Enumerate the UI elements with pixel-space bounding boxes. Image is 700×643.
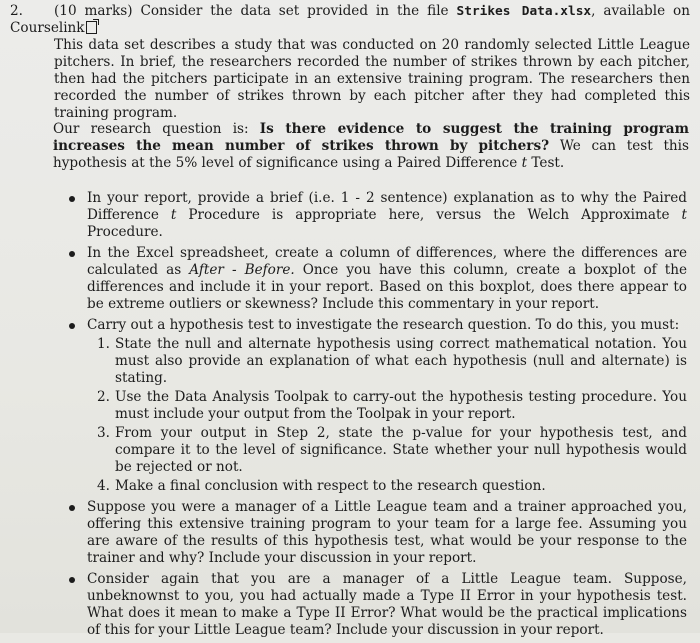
steps-list bbox=[87, 336, 687, 495]
t-symbol: t bbox=[521, 155, 528, 171]
step-text: Make a final conclusion with respect to the research question. bbox=[115, 478, 546, 494]
b3-text: Carry out a hypothesis test to investigate the research question. To do this, you must: bbox=[87, 317, 680, 333]
step-number: 4. bbox=[97, 478, 110, 494]
list-item bbox=[67, 245, 687, 313]
question-intro bbox=[10, 3, 690, 122]
list-item bbox=[67, 499, 687, 567]
b1-t1: t bbox=[170, 207, 177, 223]
step-text: State the null and alternate hypothesis using correct mathematical notation. You must also provide an explanation of what each hypothesis (null and alternate) is stating. bbox=[115, 336, 687, 386]
step-item bbox=[87, 478, 687, 495]
step-number: 1. bbox=[97, 336, 110, 352]
intro-text-a: Consider the data set provided in the file bbox=[132, 3, 457, 19]
question-number: 2. bbox=[10, 3, 23, 19]
step-text: From your output in Step 2, state the p-value for your hypothesis test, and compare it to the level of significance. State whether your null hypothesis would be rejected or not. bbox=[115, 425, 687, 475]
b2-text-a: In the Excel spreadsheet, create a column of differences, where the differences are calculated as bbox=[87, 245, 687, 278]
step-item bbox=[87, 336, 687, 387]
b1-t2: t bbox=[681, 207, 687, 223]
task-list bbox=[67, 190, 687, 643]
b1-text-b: Procedure is appropriate here, versus the Welch Approximate bbox=[176, 207, 682, 223]
b5-text: Consider again that you are a manager of a Little League team. Suppose, unbeknownst to you, you had actually made a Type II Error in your hypothesis test. What does it mean to make a Type II Error? What would be the practical implications of this for your Little League team? Include your discussion in your report. bbox=[87, 571, 687, 638]
research-tail: We can test this hypothesis at the 5% level of significance using a Paired Difference bbox=[53, 138, 690, 171]
question-marks: (10 marks) bbox=[54, 3, 133, 19]
list-item bbox=[67, 190, 687, 241]
step-text: Use the Data Analysis Toolpak to carry-out the hypothesis testing procedure. You must include your output from the Toolpak in your report. bbox=[115, 389, 687, 422]
research-question-paragraph bbox=[53, 121, 689, 172]
step-item bbox=[87, 389, 687, 423]
list-item bbox=[67, 317, 687, 495]
research-lead: Our research question is: bbox=[53, 121, 260, 137]
dataset-filename: Strikes Data.xlsx bbox=[456, 4, 592, 19]
b4-text: Suppose you were a manager of a Little League team and a trainer approached you, offering this extensive training program to your team for a large fee. Assuming you are aware of the results of this hypothesis test, what would be your response to the trainer and why? Include your discussion in your report. bbox=[87, 499, 687, 566]
external-link-icon[interactable] bbox=[86, 21, 97, 34]
research-tail-2: Test. bbox=[527, 155, 565, 171]
b2-text-b: Once you have this column, create a boxplot of the differences and include it in your report. Based on this boxplot, does there appear to be extreme outliers or skewness? Include this commentary in your report. bbox=[87, 262, 687, 312]
intro-description: This data set describes a study that was conducted on 20 randomly selected Little League pitchers. In brief, the researchers recorded the number of strikes thrown by each pitcher, then had the pitchers participate in an extensive training program. The researchers then recorded the number of strikes thrown by each pitcher after they had completed this training program. bbox=[54, 37, 690, 121]
step-number: 3. bbox=[97, 425, 110, 441]
intro-text-b: , available on Courselink bbox=[10, 3, 690, 36]
b1-text-a: In your report, provide a brief (i.e. 1 - 2 sentence) explanation as to why the Paired Difference bbox=[87, 190, 687, 223]
step-number: 2. bbox=[97, 389, 110, 405]
step-item bbox=[87, 425, 687, 476]
research-question: Is there evidence to suggest the training program increases the mean number of strikes thrown by pitchers? bbox=[53, 121, 689, 154]
list-item bbox=[67, 571, 687, 639]
b2-italic: After - Before. bbox=[189, 262, 295, 278]
b1-text-c: Procedure. bbox=[87, 224, 163, 240]
